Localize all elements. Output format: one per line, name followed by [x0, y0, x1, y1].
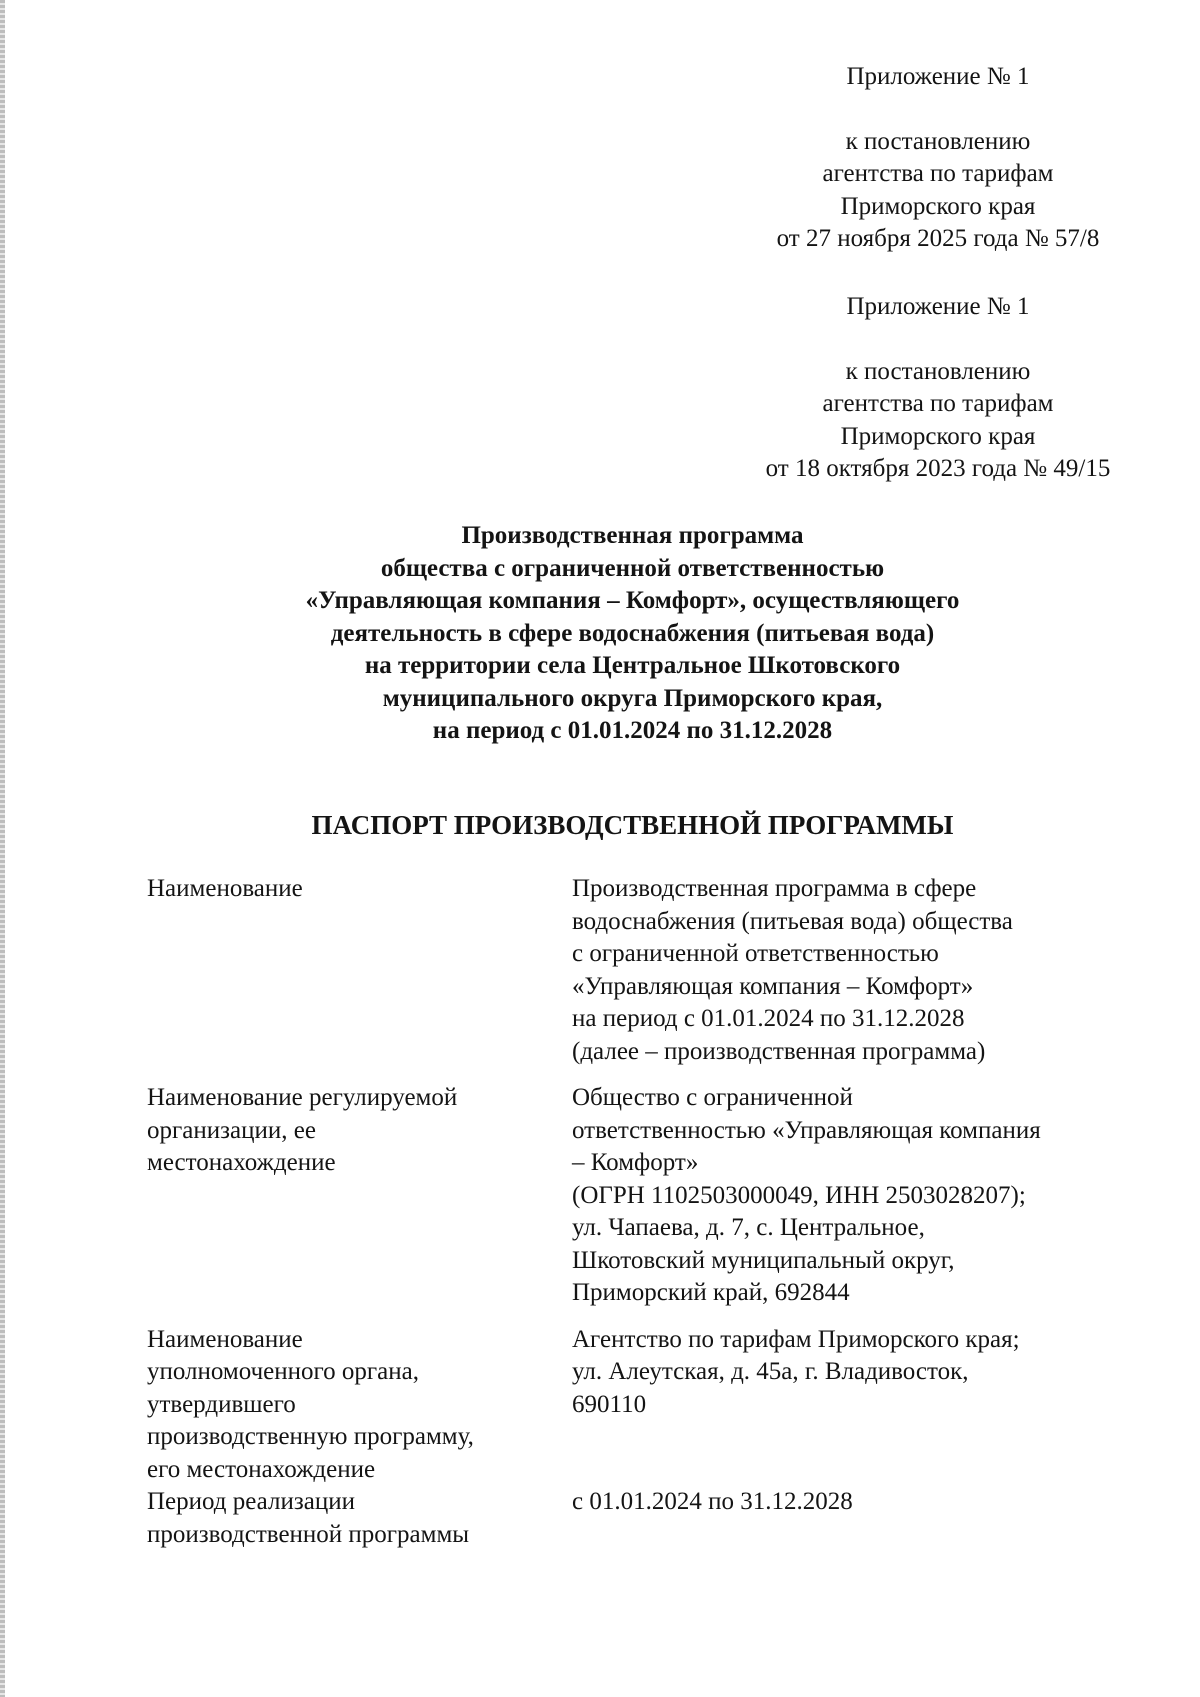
row-value: [572, 873, 1107, 1082]
annex-line: к постановлению: [845, 127, 1031, 155]
label-line: утвердившего: [147, 1390, 296, 1418]
value-line: Шкотовский муниципальный округ,: [572, 1246, 955, 1274]
annex-block-current: [718, 61, 1158, 256]
label-line: производственной программы: [147, 1520, 470, 1548]
label-line: производственную программу,: [147, 1423, 474, 1450]
heading-line: деятельность в сфере водоснабжения (питьевая вода): [330, 619, 935, 647]
label-line: организации, ее: [147, 1116, 316, 1144]
label-line: местонахождение: [147, 1149, 336, 1176]
label-line: Период реализации: [147, 1488, 355, 1515]
value-line: Общество с ограниченной: [572, 1084, 853, 1111]
row-value: [572, 1324, 1107, 1487]
heading-line: на период с 01.01.2024 по 31.12.2028: [432, 717, 833, 744]
value-line: с 01.01.2024 по 31.12.2028: [572, 1488, 853, 1515]
heading-line: общества с ограниченной ответственностью: [380, 554, 885, 582]
annex-line: агентства по тарифам: [822, 390, 1054, 417]
annex-date-line: от 27 ноября 2025 года № 57/8: [776, 225, 1100, 252]
passport-row-period: [147, 1486, 1107, 1565]
value-line: с ограниченной ответственностью: [572, 940, 939, 967]
heading-line: «Управляющая компания – Комфорт», осуществляющего: [305, 587, 960, 614]
row-label: [147, 1486, 572, 1565]
value-line: ул. Чапаева, д. 7, с. Центральное,: [572, 1214, 925, 1241]
passport-table: [147, 873, 1107, 1565]
value-line: 690110: [572, 1390, 647, 1418]
annex-line: к постановлению: [845, 357, 1031, 385]
document-heading: [210, 520, 1055, 748]
value-line: ответственностью «Управляющая компания: [572, 1116, 1041, 1144]
annex-title: Приложение № 1: [846, 63, 1030, 90]
row-label: [147, 873, 572, 1082]
annex-title: Приложение № 1: [846, 293, 1030, 320]
heading-line: Производственная программа: [461, 522, 804, 549]
scan-edge: [0, 0, 5, 1697]
value-line: «Управляющая компания – Комфорт»: [572, 972, 974, 1000]
annex-line: Приморского края: [840, 192, 1036, 220]
value-line: – Комфорт»: [572, 1149, 699, 1176]
passport-row-authority: [147, 1324, 1107, 1487]
heading-line: на территории села Центральное Шкотовского: [364, 652, 901, 679]
annex-date-line: от 18 октября 2023 года № 49/15: [765, 455, 1111, 482]
value-line: Агентство по тарифам Приморского края;: [572, 1325, 1020, 1353]
passport-title: ПАСПОРТ ПРОИЗВОДСТВЕННОЙ ПРОГРАММЫ: [311, 810, 954, 840]
value-line: ул. Алеутская, д. 45а, г. Владивосток,: [572, 1358, 969, 1385]
heading-line: муниципального округа Приморского края,: [382, 684, 883, 712]
row-value: [572, 1082, 1107, 1324]
label-line: Наименование регулируемой: [147, 1084, 458, 1111]
label-line: его местонахождение: [147, 1455, 376, 1483]
value-line: Приморский край, 692844: [572, 1279, 850, 1306]
row-value: [572, 1486, 1107, 1565]
label-line: Наименование: [147, 875, 303, 902]
passport-row-name: [147, 873, 1107, 1082]
label-line: уполномоченного органа,: [147, 1358, 419, 1385]
passport-row-organization: [147, 1082, 1107, 1324]
row-label: [147, 1324, 572, 1487]
value-line: водоснабжения (питьевая вода) общества: [572, 907, 1013, 935]
value-line: (далее – производственная программа): [572, 1037, 986, 1065]
value-line: (ОГРН 1102503000049, ИНН 2503028207);: [572, 1181, 1026, 1209]
annex-block-original: [718, 291, 1158, 486]
annex-line: агентства по тарифам: [822, 160, 1054, 187]
value-line: на период с 01.01.2024 по 31.12.2028: [572, 1005, 965, 1032]
row-label: [147, 1082, 572, 1324]
annex-line: Приморского края: [840, 422, 1036, 450]
label-line: Наименование: [147, 1325, 303, 1353]
value-line: Производственная программа в сфере: [572, 875, 977, 902]
